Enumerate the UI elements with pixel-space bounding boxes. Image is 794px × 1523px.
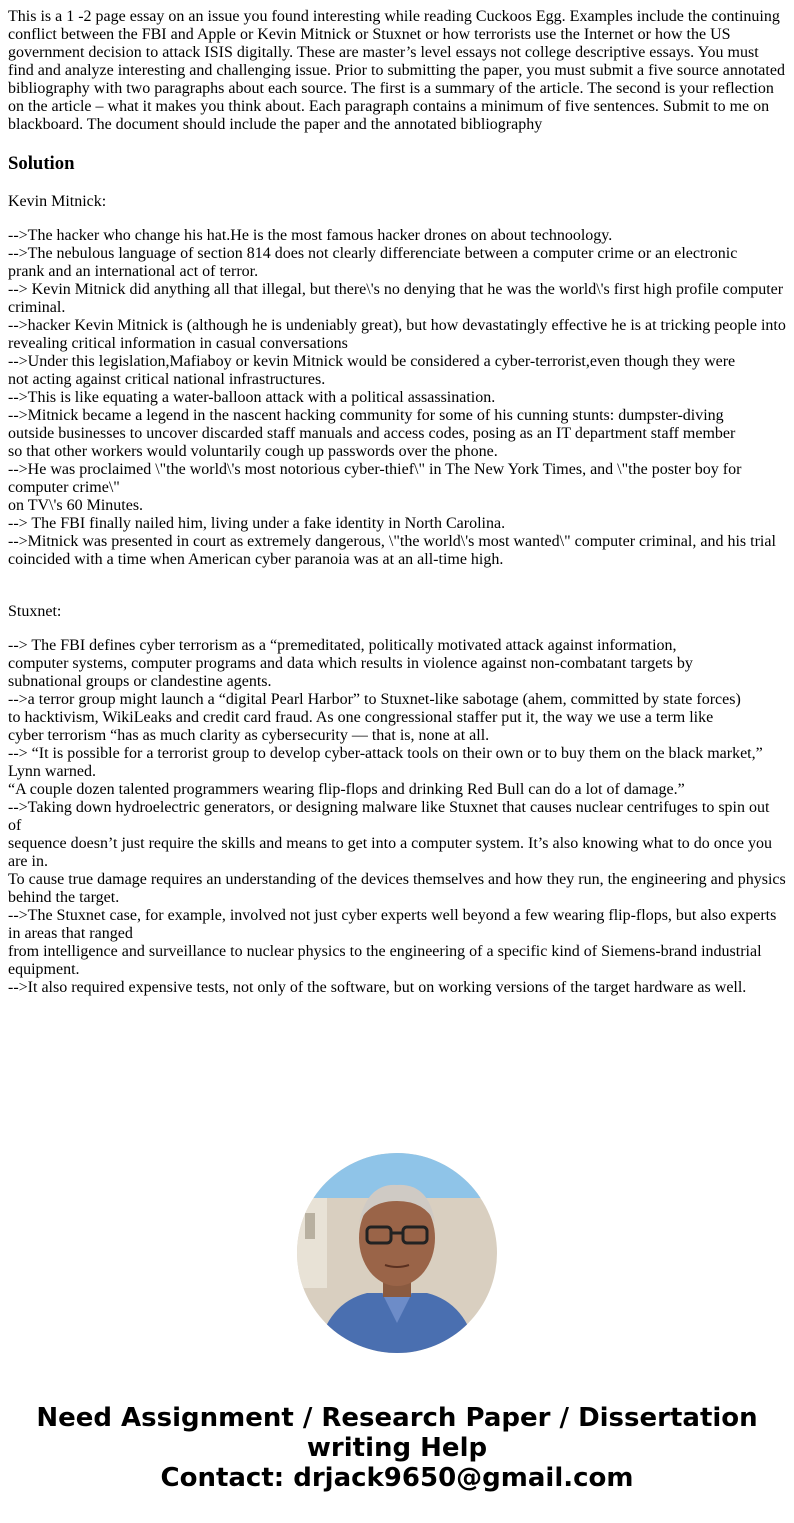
text-line: on TV\'s 60 Minutes. — [8, 497, 144, 514]
text-line: “A couple dozen talented programmers wearing flip-flops and drinking Red Bull can do a lot of damage.” — [8, 781, 685, 798]
text-line: --> Kevin Mitnick did anything all that illegal, but there\'s no denying that he was the world\'s first high profile computer — [8, 281, 784, 298]
text-line: to hacktivism, WikiLeaks and credit card fraud. As one congressional staffer put it, the way we use a term like — [8, 709, 714, 726]
text-line: -->He was proclaimed \"the world\'s most notorious cyber-thief\" in The New York Times, and \"the poster boy for — [8, 461, 742, 478]
text-line: -->The hacker who change his hat.He is the most famous hacker drones on about technoology. — [8, 227, 613, 244]
text-line: -->Under this legislation,Mafiaboy or kevin Mitnick would be considered a cyber-terrorist,even though they were — [8, 353, 736, 370]
text-line: coincided with a time when American cyber paranoia was at an all-time high. — [8, 551, 504, 568]
text-line: --> The FBI finally nailed him, living under a fake identity in North Carolina. — [8, 515, 506, 532]
question-text — [8, 8, 790, 134]
text-line: --> “It is possible for a terrorist group to develop cyber-attack tools on their own or to buy them on the black market,” — [8, 745, 763, 762]
text-line: bibliography with two paragraphs about each source. The first is a summary of the article. The second is your reflection — [8, 80, 774, 97]
text-line: are in. — [8, 853, 48, 870]
text-line: conflict between the FBI and Apple or Kevin Mitnick or Stuxnet or how terrorists use the Internet or how the US — [8, 26, 731, 43]
text-line: in areas that ranged — [8, 925, 133, 942]
footer-contact: Contact: drjack9650@gmail.com — [160, 1463, 634, 1493]
stuxnet-heading: Stuxnet: — [8, 603, 62, 620]
text-line: cyber terrorism “has as much clarity as cybersecurity — that is, none at all. — [8, 727, 490, 744]
footer-line-2: writing Help — [306, 1433, 488, 1463]
text-line: equipment. — [8, 961, 80, 978]
kevin-mitnick-notes — [8, 227, 790, 569]
text-line: criminal. — [8, 299, 66, 316]
text-line: find and analyze interesting and challenging issue. Prior to submitting the paper, you must submit a five source annotated — [8, 62, 785, 79]
text-line: government decision to attack ISIS digitally. These are master’s level essays not college descriptive essays. You must — [8, 44, 759, 61]
text-line: subnational groups or clandestine agents. — [8, 673, 272, 690]
text-line: revealing critical information in casual conversations — [8, 335, 348, 352]
text-line: -->It also required expensive tests, not only of the software, but on working versions of the target hardware as well. — [8, 979, 747, 996]
text-line: This is a 1 -2 page essay on an issue you found interesting while reading Cuckoos Egg. Examples include the continuing — [8, 8, 780, 25]
text-line: outside businesses to uncover discarded staff manuals and access codes, posing as an IT department staff member — [8, 425, 736, 442]
text-line: sequence doesn’t just require the skills and means to get into a computer system. It’s also knowing what to do once you — [8, 835, 772, 852]
footer-line-1: Need Assignment / Research Paper / Dissertation — [36, 1403, 758, 1433]
kevin-mitnick-heading: Kevin Mitnick: — [8, 193, 107, 210]
text-line: blackboard. The document should include the paper and the annotated bibliography — [8, 116, 543, 133]
text-line: -->hacker Kevin Mitnick is (although he is undeniably great), but how devastatingly effective he is at tricking people into — [8, 317, 786, 334]
stuxnet-notes — [8, 637, 790, 997]
text-line: -->The Stuxnet case, for example, involved not just cyber experts well beyond a few wearing flip-flops, but also experts — [8, 907, 777, 924]
text-line: To cause true damage requires an understanding of the devices themselves and how they run, the engineering and physics — [8, 871, 786, 888]
text-line: on the article – what it makes you think about. Each paragraph contains a minimum of five sentences. Submit to me on — [8, 98, 770, 115]
text-line: -->Mitnick became a legend in the nascent hacking community for some of his cunning stunts: dumpster-diving — [8, 407, 724, 424]
contact-banner — [0, 1403, 794, 1493]
text-line: computer systems, computer programs and data which results in violence against non-combatant targets by — [8, 655, 693, 672]
text-line: -->This is like equating a water-balloon attack with a political assassination. — [8, 389, 496, 406]
text-line: -->The nebulous language of section 814 does not clearly differenciate between a computer crime or an electronic — [8, 245, 738, 262]
text-line: from intelligence and surveillance to nuclear physics to the engineering of a specific kind of Siemens-brand industrial — [8, 943, 762, 960]
text-line: computer crime\" — [8, 479, 120, 496]
text-line: --> The FBI defines cyber terrorism as a “premeditated, politically motivated attack against information, — [8, 637, 677, 654]
text-line: behind the target. — [8, 889, 120, 906]
text-line: -->Mitnick was presented in court as extremely dangerous, \"the world\'s most wanted\" computer criminal, and his trial — [8, 533, 776, 550]
solution-heading: Solution — [8, 153, 75, 174]
text-line: prank and an international act of terror. — [8, 263, 259, 280]
text-line: so that other workers would voluntarily cough up passwords over the phone. — [8, 443, 498, 460]
text-line: not acting against critical national infrastructures. — [8, 371, 326, 388]
text-line: of — [8, 817, 22, 834]
tutor-avatar-photo — [297, 1153, 497, 1353]
text-line: -->Taking down hydroelectric generators, or designing malware like Stuxnet that causes nuclear centrifuges to spin out — [8, 799, 770, 816]
text-line: Lynn warned. — [8, 763, 96, 780]
text-line: -->a terror group might launch a “digital Pearl Harbor” to Stuxnet-like sabotage (ahem, committed by state forces) — [8, 691, 741, 708]
